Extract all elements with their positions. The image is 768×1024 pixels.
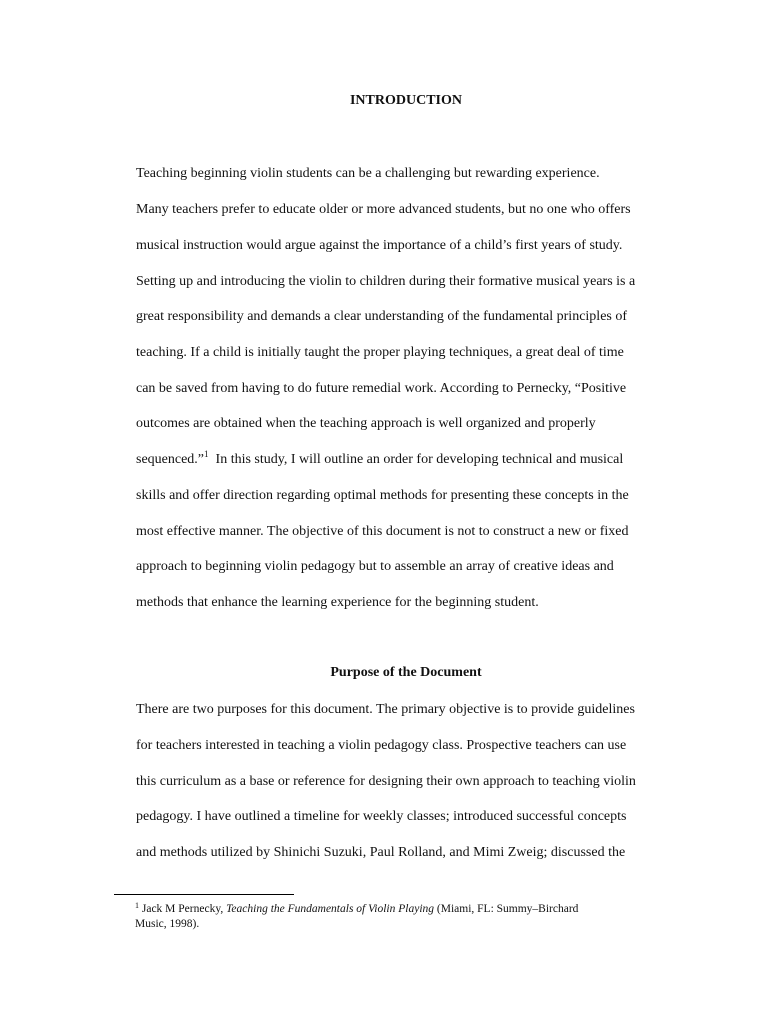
intro-line: skills and offer direction regarding optimal methods for presenting these concepts in the bbox=[136, 488, 629, 503]
intro-line: Setting up and introducing the violin to children during their formative musical years is a bbox=[136, 274, 636, 289]
intro-line: Teaching beginning violin students can be a challenging but rewarding experience. bbox=[136, 166, 600, 181]
intro-line-with-footnote-ref bbox=[136, 450, 623, 470]
intro-line: outcomes are obtained when the teaching approach is well organized and properly bbox=[136, 416, 596, 431]
intro-line: musical instruction would argue against the importance of a child’s first years of study. bbox=[136, 238, 623, 253]
intro-line: Many teachers prefer to educate older or more advanced students, but no one who offers bbox=[136, 202, 631, 217]
purpose-line: pedagogy. I have outlined a timeline for weekly classes; introduced successful concepts bbox=[136, 809, 627, 824]
purpose-line: this curriculum as a base or reference for designing their own approach to teaching violin bbox=[136, 774, 636, 789]
intro-line: teaching. If a child is initially taught the proper playing techniques, a great deal of time bbox=[136, 345, 624, 360]
purpose-line: and methods utilized by Shinichi Suzuki, Paul Rolland, and Mimi Zweig; discussed the bbox=[136, 845, 626, 860]
line-text-before-ref: sequenced.” bbox=[136, 452, 205, 467]
footnote-book-title: Teaching the Fundamentals of Violin Playing bbox=[226, 903, 435, 915]
intro-line: great responsibility and demands a clear understanding of the fundamental principles of bbox=[136, 309, 628, 324]
footnote-number: 1 bbox=[135, 901, 139, 910]
intro-line: approach to beginning violin pedagogy but to assemble an array of creative ideas and bbox=[136, 559, 614, 574]
intro-line: can be saved from having to do future remedial work. According to Pernecky, “Positive bbox=[136, 381, 627, 396]
footnote-continuation: Music, 1998). bbox=[135, 918, 200, 930]
page-title: INTRODUCTION bbox=[349, 93, 462, 108]
footnote bbox=[135, 902, 578, 916]
purpose-line: There are two purposes for this document. The primary objective is to provide guidelines bbox=[136, 702, 635, 717]
intro-line: methods that enhance the learning experience for the beginning student. bbox=[136, 595, 539, 610]
section-heading: Purpose of the Document bbox=[330, 665, 482, 680]
footnote-separator bbox=[114, 894, 294, 895]
footnote-reference[interactable]: 1 bbox=[204, 449, 209, 459]
footnote-author: Jack M Pernecky, bbox=[141, 903, 227, 915]
footnote-publisher: (Miami, FL: Summy–Birchard bbox=[434, 903, 579, 915]
line-text-after-ref: In this study, I will outline an order for developing technical and musical bbox=[208, 452, 624, 467]
intro-line: most effective manner. The objective of this document is not to construct a new or fixed bbox=[136, 524, 629, 539]
purpose-line: for teachers interested in teaching a violin pedagogy class. Prospective teachers can use bbox=[136, 738, 627, 753]
